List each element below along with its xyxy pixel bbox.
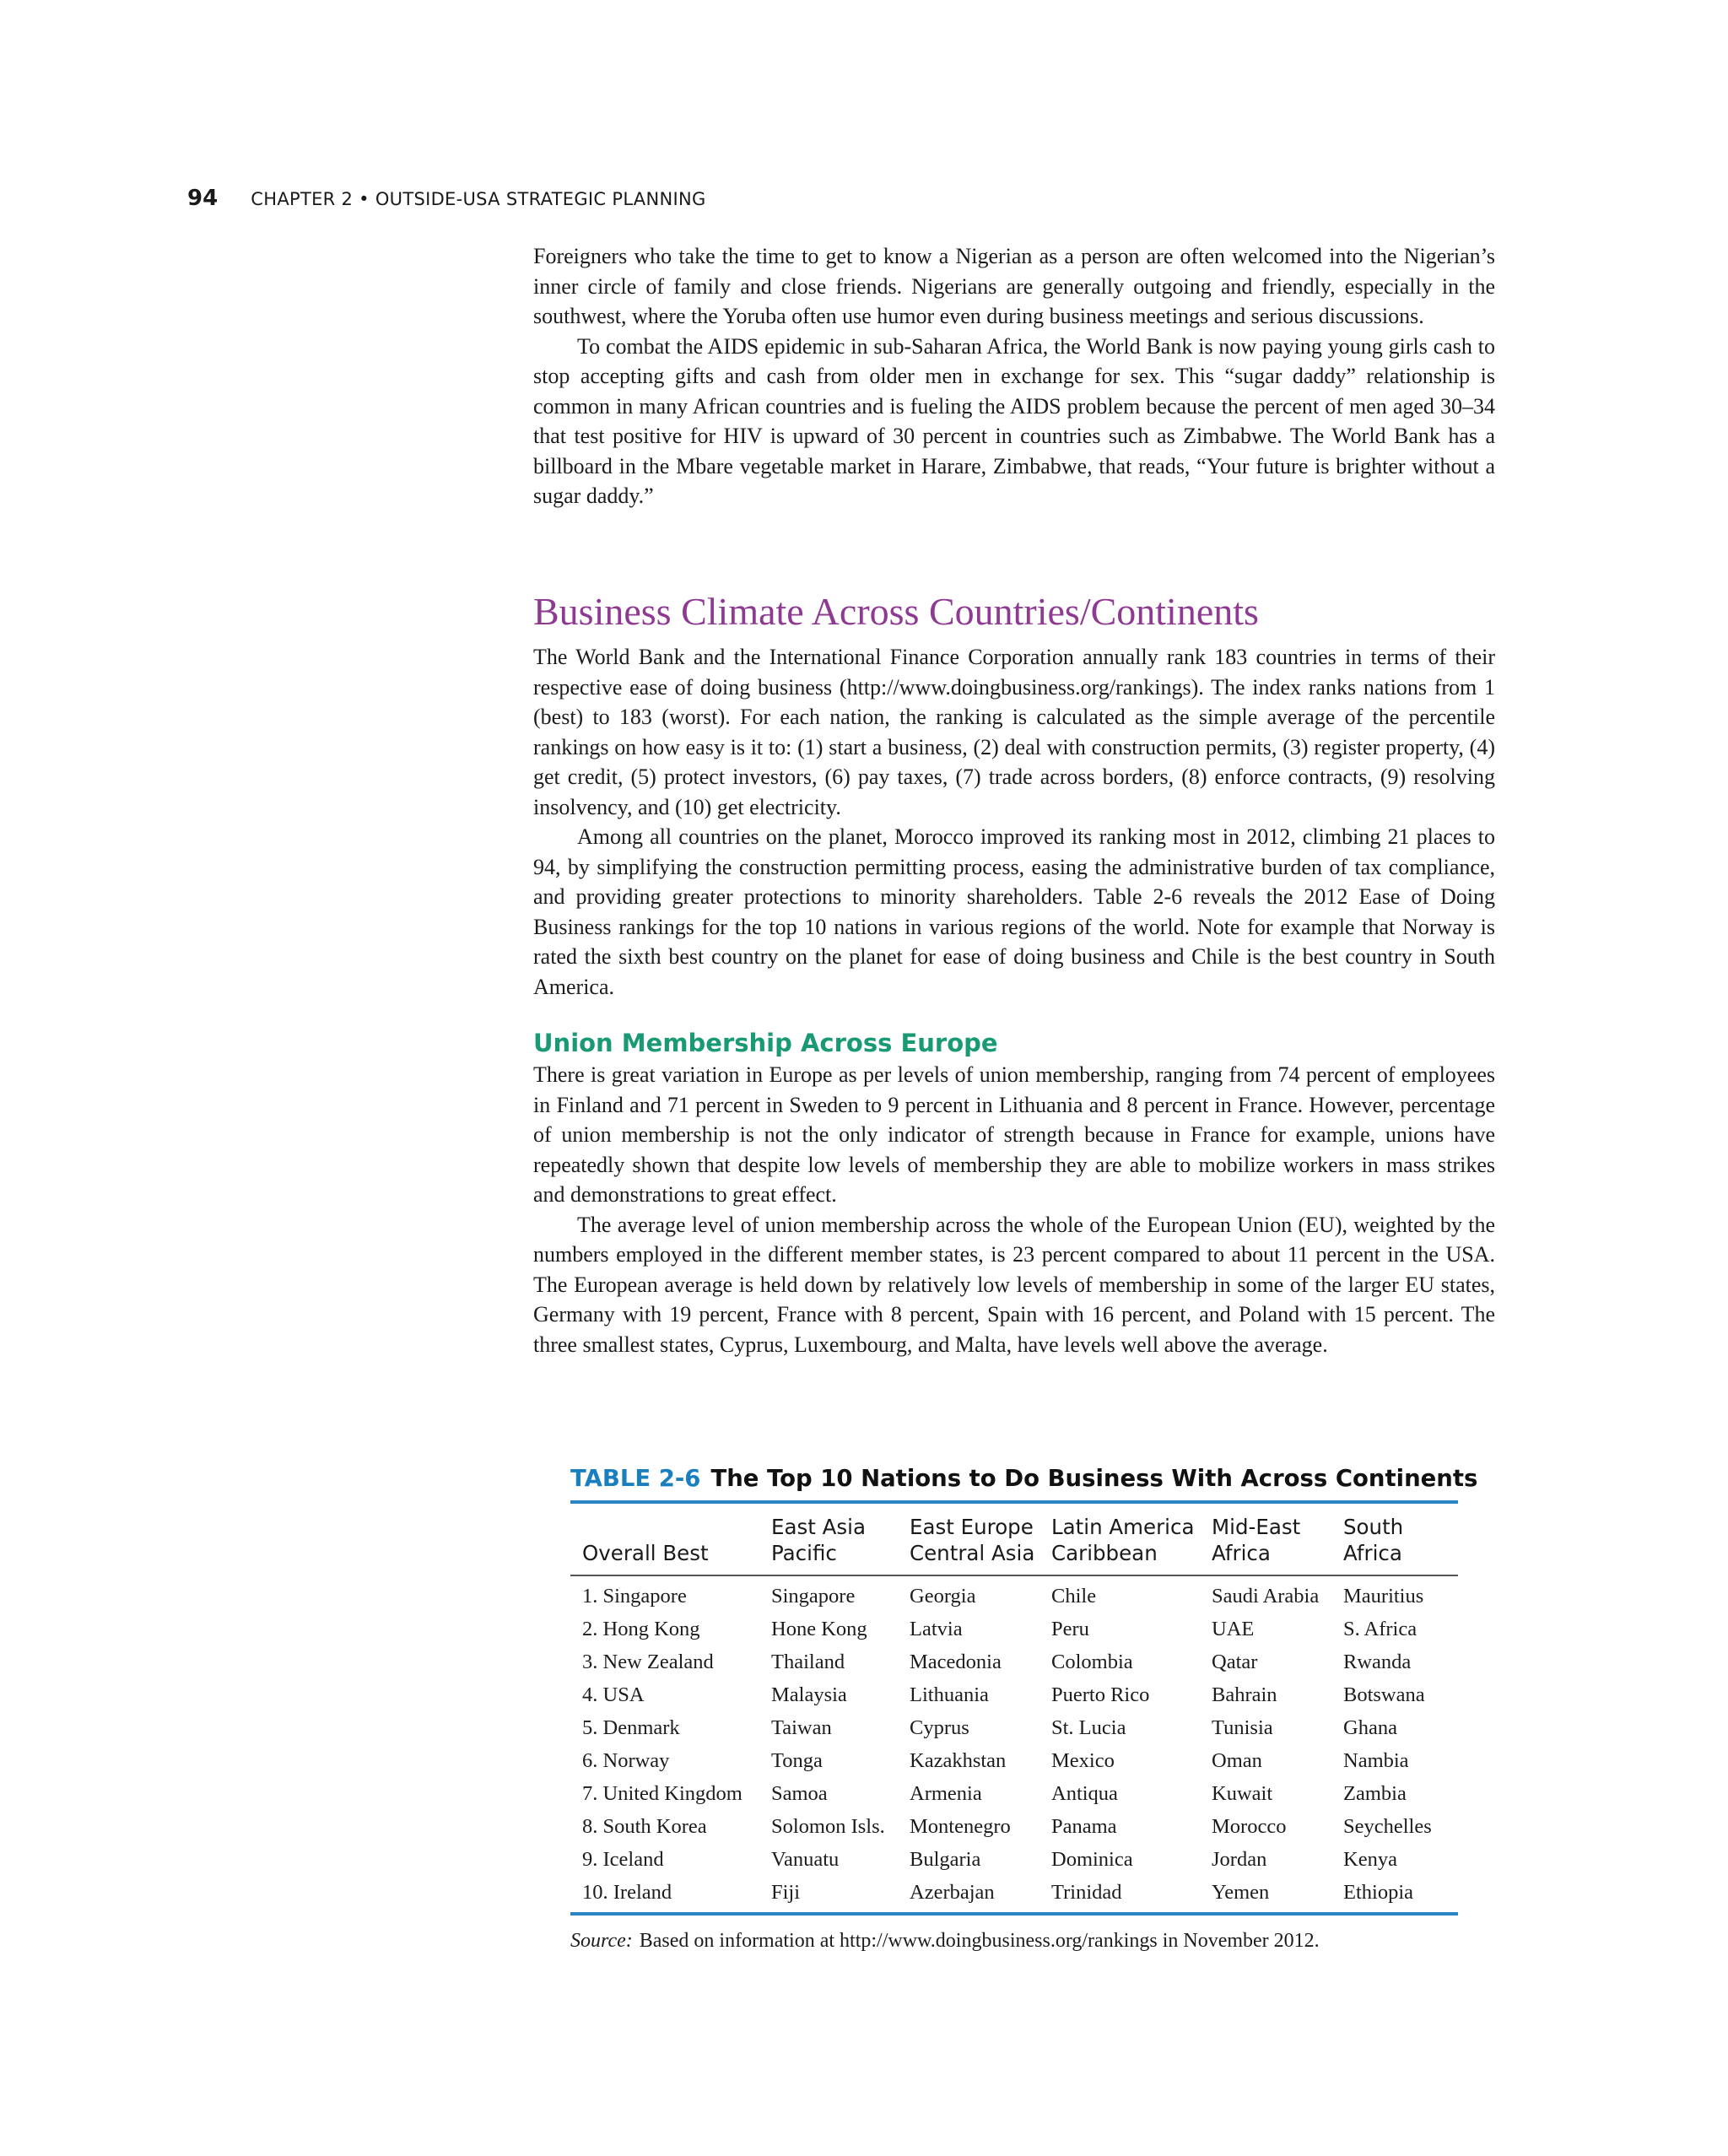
table-cell: Jordan bbox=[1212, 1847, 1267, 1871]
table-cell: Tonga bbox=[771, 1748, 823, 1772]
table-cell: St. Lucia bbox=[1051, 1716, 1126, 1739]
table-title: The Top 10 Nations to Do Business With Across Continents bbox=[710, 1465, 1478, 1492]
table-label: TABLE 2-6 bbox=[570, 1465, 701, 1492]
table-cell: Mauritius bbox=[1343, 1584, 1424, 1608]
table-row bbox=[570, 1678, 1458, 1711]
table-row bbox=[570, 1876, 1458, 1912]
table-cell: Thailand bbox=[771, 1650, 845, 1673]
table-cell: Peru bbox=[1051, 1617, 1089, 1640]
column-header: Mid-East Africa bbox=[1212, 1515, 1301, 1565]
subsection-paragraph-1: There is great variation in Europe as per levels of union membership, ranging from 74 percent of employees in Finland and 71 percent in Sweden to 9 percent in Lithuania and 8 percent in France. However, percentage of union membership is not the only indicator of strength because in France for example, unions have repeatedly shown that despite low levels of membership they are able to mobilize workers in mass strikes and demonstrations to great effect. bbox=[533, 1062, 1495, 1207]
table-cell: 1. Singapore bbox=[582, 1584, 687, 1608]
subsection-heading: Union Membership Across Europe bbox=[533, 1029, 998, 1057]
table-cell: Trinidad bbox=[1051, 1880, 1122, 1904]
table-cell: 9. Iceland bbox=[582, 1847, 664, 1871]
table-header-row bbox=[570, 1504, 1458, 1575]
column-header: Latin America Caribbean bbox=[1051, 1515, 1195, 1565]
table-source-note bbox=[570, 1927, 1458, 1954]
table-cell: Bulgaria bbox=[910, 1847, 981, 1871]
page-number: 94 bbox=[187, 186, 219, 211]
table-cell: 6. Norway bbox=[582, 1748, 670, 1772]
intro-paragraph-2: To combat the AIDS epidemic in sub-Saharan Africa, the World Bank is now paying young girls cash to stop accepting gifts and cash from older men in exchange for sex. This “sugar daddy” relationship is common in many African countries and is fueling the AIDS problem because the percent of men aged 30–34 that test positive for HIV is upward of 30 percent in countries such as Zimbabwe. The World Bank has a billboard in the Mbare vegetable market in Harare, Zimbabwe, that reads, “Your future is brighter without a sugar daddy.” bbox=[533, 333, 1495, 508]
table-cell: Solomon Isls. bbox=[771, 1814, 885, 1838]
table-cell: Seychelles bbox=[1343, 1814, 1432, 1838]
table-caption bbox=[570, 1462, 1478, 1495]
table-cell: Antiqua bbox=[1051, 1781, 1118, 1805]
intro-paragraph-1: Foreigners who take the time to get to know a Nigerian as a person are often welcomed into the Nigerian’s inner circle of family and close friends. Nigerians are generally outgoing and friendly, especially in the southwest, where the Yoruba often use humor even during business meetings and serious discussions. bbox=[533, 244, 1495, 328]
table-cell: Nambia bbox=[1343, 1748, 1409, 1772]
table-cell: Azerbajan bbox=[910, 1880, 995, 1904]
column-header: East Europe Central Asia bbox=[910, 1515, 1035, 1565]
table-cell: Ethiopia bbox=[1343, 1880, 1414, 1904]
table-cell: Fiji bbox=[771, 1880, 801, 1904]
table-cell: UAE bbox=[1212, 1617, 1255, 1640]
table-body bbox=[570, 1576, 1458, 1912]
table-cell: Oman bbox=[1212, 1748, 1262, 1772]
table-cell: Yemen bbox=[1212, 1880, 1270, 1904]
table-row bbox=[570, 1711, 1458, 1744]
column-header: South Africa bbox=[1343, 1515, 1404, 1565]
table-cell: Morocco bbox=[1212, 1814, 1287, 1838]
table-cell: Saudi Arabia bbox=[1212, 1584, 1320, 1608]
table-cell: Kazakhstan bbox=[910, 1748, 1007, 1772]
table-row bbox=[570, 1810, 1458, 1843]
table-cell: Botswana bbox=[1343, 1683, 1425, 1706]
table-row bbox=[570, 1843, 1458, 1876]
table-row bbox=[570, 1777, 1458, 1810]
table-cell: Qatar bbox=[1212, 1650, 1258, 1673]
table-cell: 2. Hong Kong bbox=[582, 1617, 700, 1640]
source-label: Source: bbox=[570, 1929, 633, 1952]
table-row bbox=[570, 1613, 1458, 1645]
table-cell: S. Africa bbox=[1343, 1617, 1418, 1640]
table-bottom-rule bbox=[570, 1912, 1458, 1916]
table-cell: Lithuania bbox=[910, 1683, 989, 1706]
table-cell: Taiwan bbox=[771, 1716, 832, 1739]
table-cell: Rwanda bbox=[1343, 1650, 1412, 1673]
table-cell: Armenia bbox=[910, 1781, 982, 1805]
table-cell: Singapore bbox=[771, 1584, 856, 1608]
table-row bbox=[570, 1645, 1458, 1678]
table-row bbox=[570, 1576, 1458, 1613]
table-cell: Cyprus bbox=[910, 1716, 969, 1739]
table-cell: 10. Ireland bbox=[582, 1880, 672, 1904]
table-cell: 7. United Kingdom bbox=[582, 1781, 742, 1805]
table-cell: Macedonia bbox=[910, 1650, 1002, 1673]
table-cell: Tunisia bbox=[1212, 1716, 1273, 1739]
table-row bbox=[570, 1744, 1458, 1777]
table-cell: 8. South Korea bbox=[582, 1814, 707, 1838]
column-header: East Asia Pacific bbox=[771, 1515, 866, 1565]
table-cell: Mexico bbox=[1051, 1748, 1115, 1772]
table-cell: 3. New Zealand bbox=[582, 1650, 714, 1673]
table-cell: Puerto Rico bbox=[1051, 1683, 1150, 1706]
table-cell: Samoa bbox=[771, 1781, 828, 1805]
union-membership-section bbox=[533, 1026, 1495, 1359]
table-cell: Vanuatu bbox=[771, 1847, 840, 1871]
table-cell: Ghana bbox=[1343, 1716, 1397, 1739]
table-cell: 4. USA bbox=[582, 1683, 645, 1706]
table-2-6 bbox=[570, 1462, 1478, 1954]
table-cell: Kuwait bbox=[1212, 1781, 1273, 1805]
section-paragraph-1: The World Bank and the International Finance Corporation annually rank 183 countries in terms of their respective ease of doing business (http://www.doingbusiness.org/rankings). The index ranks nations from 1 (best) to 183 (worst). For each nation, the ranking is calculated as the simple average of the percentile rankings on how easy is it to: (1) start a business, (2) deal with construction permits, (3) register property, (4) get credit, (5) protect investors, (6) pay taxes, (7) trade across borders, (8) enforce contracts, (9) resolving insolvency, and (10) get electricity. bbox=[533, 645, 1495, 819]
chapter-title: CHAPTER 2 • OUTSIDE-USA STRATEGIC PLANNING bbox=[251, 189, 706, 209]
intro-text bbox=[533, 241, 1495, 511]
table-cell: 5. Denmark bbox=[582, 1716, 680, 1739]
table-cell: Dominica bbox=[1051, 1847, 1133, 1871]
running-head bbox=[187, 186, 706, 211]
table-cell: Latvia bbox=[910, 1617, 963, 1640]
table-cell: Malaysia bbox=[771, 1683, 847, 1706]
table-cell: Chile bbox=[1051, 1584, 1097, 1608]
rankings-table bbox=[570, 1504, 1458, 1912]
table-cell: Montenegro bbox=[910, 1814, 1011, 1838]
source-text: Based on information at http://www.doingbusiness.org/rankings in November 2012. bbox=[639, 1929, 1320, 1952]
business-climate-section bbox=[533, 588, 1495, 1002]
table-cell: Panama bbox=[1051, 1814, 1117, 1838]
section-paragraph-2: Among all countries on the planet, Morocco improved its ranking most in 2012, climbing 21 places to 94, by simplifying the construction permitting process, easing the administrative burden of tax compliance, and providing greater protections to minority shareholders. Table 2-6 reveals the 2012 Ease of Doing Business rankings for the top 10 nations in various regions of the world. Note for example that Norway is rated the sixth best country on the planet for ease of doing business and Chile is the best country in South America. bbox=[533, 824, 1495, 999]
column-header: Overall Best bbox=[582, 1541, 709, 1565]
table-cell: Kenya bbox=[1343, 1847, 1397, 1871]
section-heading: Business Climate Across Countries/Continents bbox=[533, 590, 1259, 633]
table-cell: Colombia bbox=[1051, 1650, 1133, 1673]
table-cell: Hone Kong bbox=[771, 1617, 867, 1640]
table-cell: Zambia bbox=[1343, 1781, 1407, 1805]
table-cell: Bahrain bbox=[1212, 1683, 1277, 1706]
subsection-paragraph-2: The average level of union membership across the whole of the European Union (EU), weighted by the numbers employed in the different member states, is 23 percent compared to about 11 percent in the USA. The European average is held down by relatively low levels of membership in some of the larger EU states, Germany with 19 percent, France with 8 percent, Spain with 16 percent, and Poland with 15 percent. The three smallest states, Cyprus, Luxembourg, and Malta, have levels well above the average. bbox=[533, 1212, 1495, 1357]
table-cell: Georgia bbox=[910, 1584, 976, 1608]
